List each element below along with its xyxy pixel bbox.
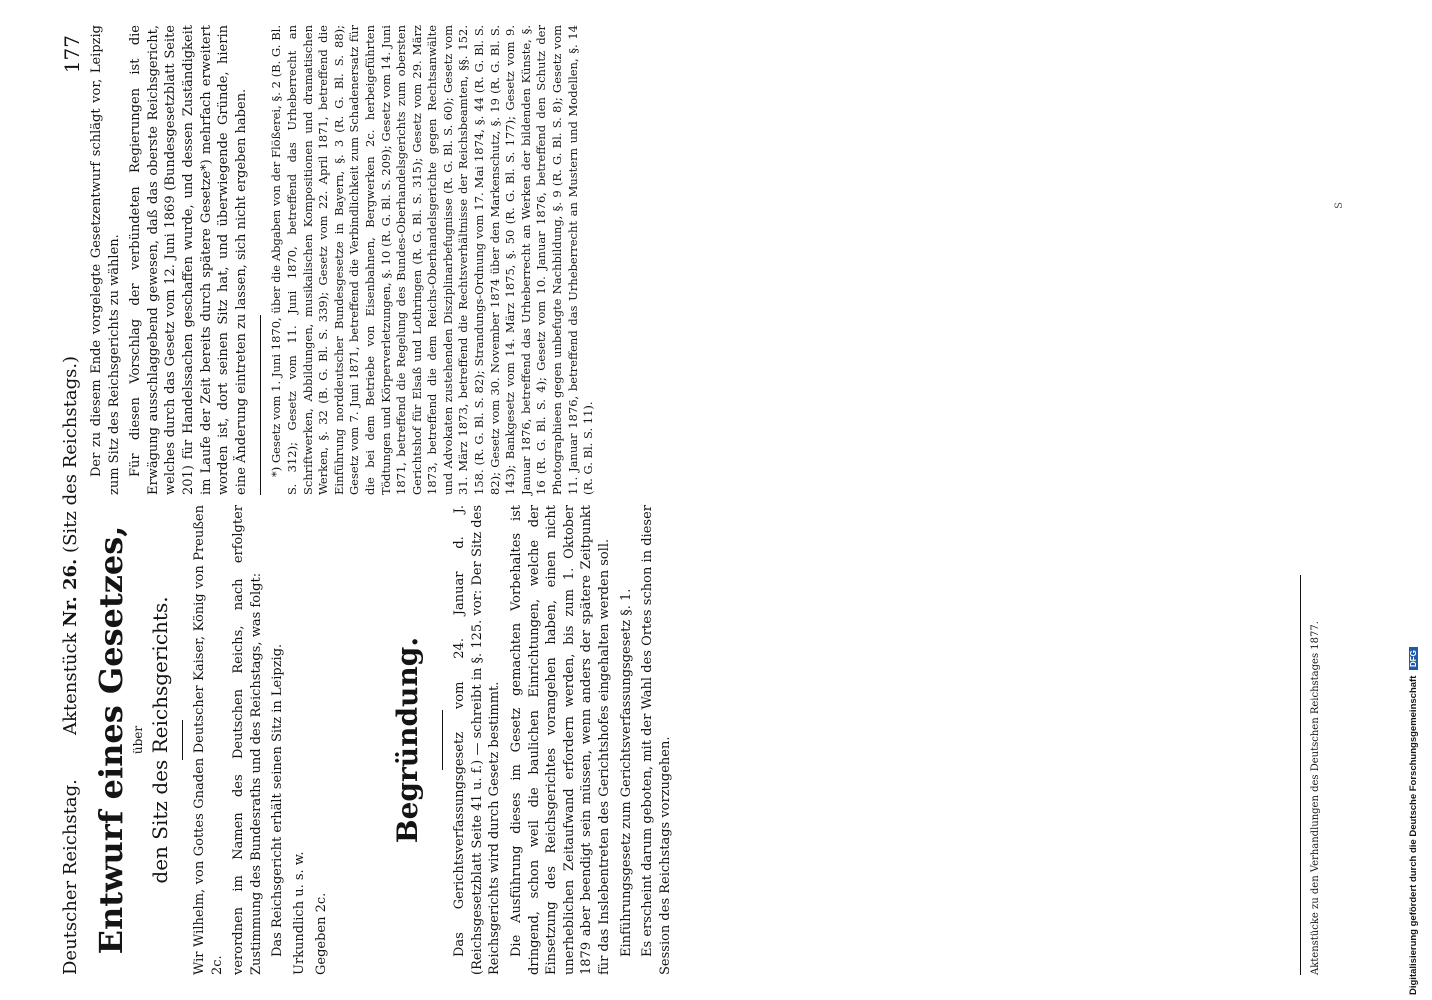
footer-divider	[1300, 575, 1301, 975]
left-column	[88, 505, 678, 975]
dfg-logo: DFG	[1409, 647, 1418, 670]
reasoning-paragraph: Für diesen Vorschlag der verbündeten Regierungen ist die Erwägung ausschlaggebend gewesen, daß das oberste Reichsgericht, welches durch das Gesetz vom 12. Juni 1869 (Bundesgesetzblatt Seite 201) für Handelssachen geschaffen wurde, und dessen Zuständigkeit im Laufe der Zeit bereits durch spätere Gesetze*) mehrfach erweitert worden ist, dort seinen Sitz hat, und überwiegende Gründe, hierin eine Änderung eintreten zu lassen, sich nicht ergeben haben.	[128, 25, 249, 495]
closing-formula: Urkundlich u. s. w.	[291, 851, 307, 975]
draft-law-subject: den Sitz des Reichsgerichts.	[148, 596, 172, 884]
justification-paragraph-4: Es erscheint darum geboten, mit der Wahl des Ortes schon in dieser Session des Reichstags vorzugehen.	[640, 505, 673, 975]
draft-law-subtitle: über	[131, 725, 145, 755]
header-document-number	[60, 356, 81, 735]
header-subject: (Sitz des Reichstags.)	[60, 355, 81, 553]
proposal-paragraph: Der zu diesem Ende vorgelegte Gesetzentwurf schlägt vor, Leipzig zum Sitz des Reichsgerichts zu wählen.	[89, 25, 122, 495]
page-header	[60, 25, 90, 975]
rotated-document-page	[0, 5, 1380, 995]
divider	[442, 710, 443, 770]
stray-mark: S	[1333, 202, 1345, 209]
justification-paragraph-3: Einführungsgesetz zum Gerichtsverfassungsgesetz §. 1.	[618, 588, 634, 957]
page-number: 177	[60, 35, 84, 74]
footnote: *) Gesetz vom 1. Juni 1870, über die Abgaben von der Flößerei, §. 2 (B. G. Bl. S. 312); Gesetz vom 11. Juni 1870, betreffend das Urheberrecht an Schriftwerken, Abbildungen, musikalischen Kompositionen und dramatischen Werken, §. 32 (B. G. Bl. S. 339); Gesetz vom 22. April 1871, betreffend die Einführung norddeutscher Bundesgesetze in Bayern, §. 3 (R. G. Bl. S. 88); Gesetz vom 7. Juni 1871, betreffend die Verbindlichkeit zum Schadenersatz für die bei dem Betriebe von Eisenbahnen, Bergwerken 2c. herbeigeführten Tödtungen und Körperverletzungen, §. 10 (R. G. Bl. S. 209); Gesetz vom 14. Juni 1871, betreffend die Regelung des Bundes-Oberhandelsgerichts zum obersten Gerichtshof für Elsaß und Lothringen (R. G. Bl. S. 315); Gesetz vom 29. März 1873, betreffend die dem Reichs-Oberhandelsgerichte gegen Rechtsanwälte und Advokaten zustehenden Disziplinarbefugnisse (R. G. Bl. S. 60); Gesetz vom 31. März 1873, betreffend die Rechtsverhältnisse der Reichsbeamten, §§. 152. 158. (R. G. Bl. S. 82); Strandungs-Ordnung vom 17. Mai 1874, §. 44 (R. G. Bl. S. 82); Gesetz vom 30. November 1874 über den Markenschutz, §. 19 (R. G. Bl. S. 143); Bankgesetz vom 14. März 1875, §. 50 (R. G. Bl. S. 177); Gesetz vom 9. Januar 1876, betreffend das Urheberrecht an Werken der bildenden Künste, §. 16 (R. G. Bl. S. 4); Gesetz vom 10. Januar 1876, betreffend den Schutz der Photographieen gegen unbefugte Nachbildung, §. 9 (R. G. Bl. S. 8); Gesetz vom 11. Januar 1876, betreffend das Urheberrecht an Mustern und Modellen, §. 14 (R. G. Bl. S. 11).	[269, 25, 596, 495]
funding-note	[1408, 647, 1419, 995]
draft-law-title: Entwurf eines Gesetzes,	[92, 525, 130, 955]
header-publication: Deutscher Reichstag.	[60, 779, 81, 975]
preamble-enactment: verordnen im Namen des Deutschen Reichs, nach erfolgter Zustimmung des Bundesraths und des Reichstags, was folgt:	[231, 505, 264, 975]
funding-note-text: Digitalisierung gefördert durch die Deutsche Forschungsgemeinschaft	[1408, 675, 1419, 995]
header-prefix: Aktenstück	[60, 632, 81, 735]
justification-paragraph-1: Das Gerichtsverfassungsgesetz vom 24. Januar d. J. (Reichsgesetzblatt Seite 41 u. f.) — schreibt in §. 125. vor: Der Sitz des Reichsgerichts wird durch Gesetz bestimmt.	[452, 505, 503, 975]
header-number: Nr. 26.	[60, 558, 81, 627]
footnote-divider	[260, 315, 261, 495]
right-column	[88, 25, 601, 495]
justification-paragraph-2: Die Ausführung dieses im Gesetz gemachten Vorbehaltes ist dringend, schon weil die baulichen Einrichtungen, welche der Einsetzung des Reichsgerichtes vorangehen haben, einen nicht unerheblichen Zeitaufwand erfordern werden, bis zum 1. Oktober 1879 aber beendigt sein müssen, wenn anders der spätere Zeitpunkt für das Inslebentreten des Gerichtshofes eingehalten werden soll.	[508, 505, 612, 975]
closing-given: Gegeben 2c.	[313, 892, 329, 975]
preamble-intro: Wir Wilhelm, von Gottes Gnaden Deutscher Kaiser, König von Preußen 2c.	[192, 505, 225, 975]
justification-heading: Begründung.	[391, 636, 425, 844]
law-paragraph: Das Reichsgericht erhält seinen Sitz in Leipzig.	[270, 643, 286, 957]
page-footer: Aktenstücke zu den Verhandlungen des Deutschen Reichstages 1877.	[1310, 621, 1321, 975]
divider	[182, 720, 183, 760]
